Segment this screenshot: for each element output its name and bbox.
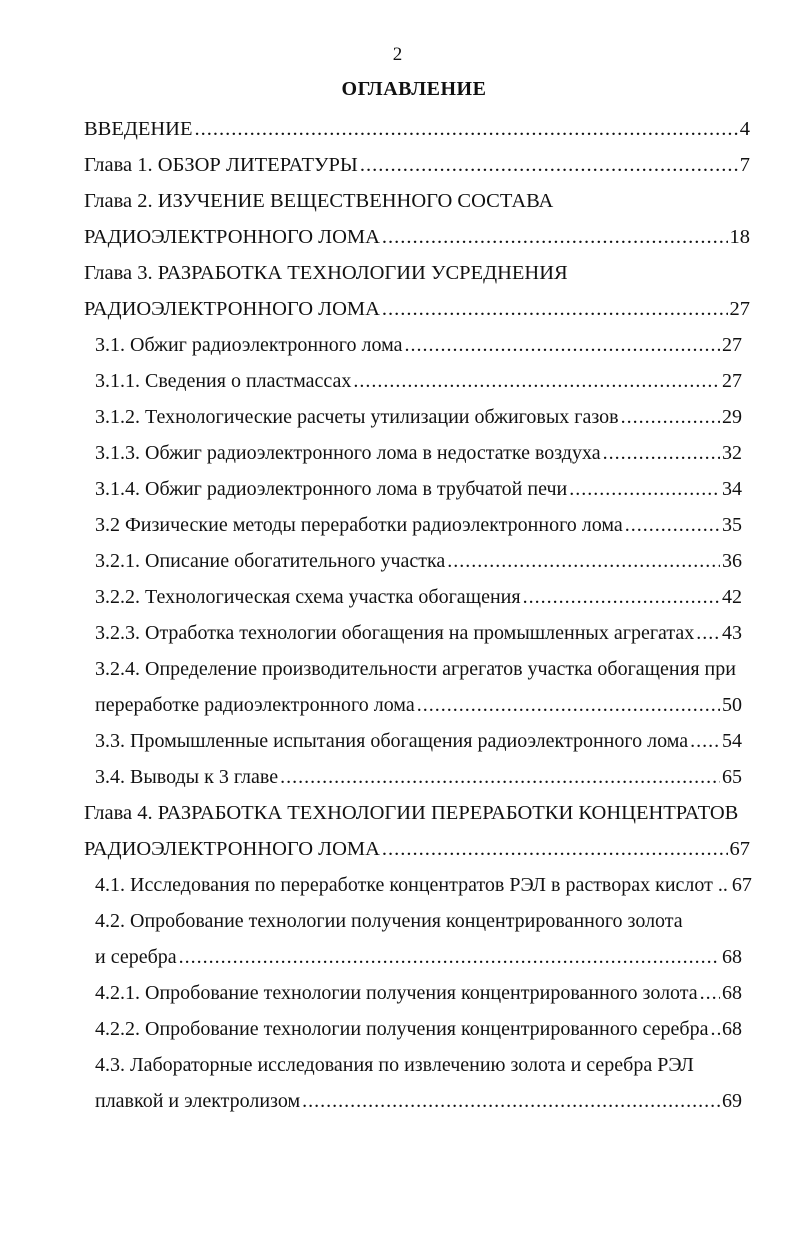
toc-entry-label: 3.1.1. Сведения о пластмассах	[95, 370, 352, 392]
toc-entry-page: 7	[739, 154, 750, 176]
toc-entry-label: 4.1. Исследования по переработке концентратов РЭЛ в растворах кислот ..	[95, 874, 728, 896]
toc-entry-page: 68	[722, 946, 742, 968]
toc-entry-page: 34	[722, 478, 742, 500]
toc-entry-label: 3.3. Промышленные испытания обогащения радиоэлектронного лома	[95, 730, 689, 752]
toc-entry-page: 36	[722, 550, 742, 572]
toc-entry-label: 3.1.3. Обжиг радиоэлектронного лома в недостатке воздуха	[95, 442, 601, 464]
toc-entry-label: 3.2.2. Технологическая схема участка обогащения	[95, 586, 521, 608]
toc-entry-4-3-cont	[95, 1084, 742, 1118]
toc-entry-label: 4.2.2. Опробование технологии получения концентрированного серебра	[95, 1018, 709, 1040]
toc-entry-label: 3.2.1. Описание обогатительного участка	[95, 550, 446, 572]
toc-entry-label: РАДИОЭЛЕКТРОННОГО ЛОМА	[84, 838, 380, 860]
toc-entry-4-2-2	[95, 1012, 742, 1046]
toc-entry-label: 3.1. Обжиг радиоэлектронного лома	[95, 334, 403, 356]
dot-leader	[417, 688, 720, 722]
toc-entry-4-1	[95, 868, 752, 902]
dot-leader	[404, 328, 720, 362]
toc-entry-label: 3.2.3. Отработка технологии обогащения на промышленных агрегатах	[95, 622, 695, 644]
toc-entry-label: Глава 2. ИЗУЧЕНИЕ ВЕЩЕСТВЕННОГО СОСТАВА	[84, 190, 554, 212]
page-title: ОГЛАВЛЕНИЕ	[341, 78, 487, 100]
toc-entry-page: 29	[722, 406, 742, 428]
toc-entry-page: 65	[722, 766, 742, 788]
toc-entry-3-1-1	[95, 364, 742, 398]
toc-entry-label: ВВЕДЕНИЕ	[84, 118, 193, 140]
toc-entry-3-2-3	[95, 616, 742, 650]
toc-entry-3-1	[95, 328, 742, 362]
toc-entry-label: РАДИОЭЛЕКТРОННОГО ЛОМА	[84, 226, 380, 248]
toc-entry-4-2-1	[95, 976, 742, 1010]
toc-entry-chapter-1	[84, 148, 750, 182]
toc-entry-label: и серебра	[95, 946, 177, 968]
toc-entry-label: 3.4. Выводы к 3 главе	[95, 766, 279, 788]
toc-entry-label: Глава 1. ОБЗОР ЛИТЕРАТУРЫ	[84, 154, 358, 176]
dot-leader	[360, 148, 738, 182]
toc-entry-label: 3.2 Физические методы переработки радиоэлектронного лома	[95, 514, 623, 536]
dot-leader	[382, 292, 728, 326]
dot-leader	[179, 940, 720, 974]
toc-entry-label: Глава 4. РАЗРАБОТКА ТЕХНОЛОГИИ ПЕРЕРАБОТКИ КОНЦЕНТРАТОВ	[84, 802, 739, 824]
dot-leader	[382, 220, 728, 254]
toc-entry-label: переработке радиоэлектронного лома	[95, 694, 415, 716]
toc-entry-page: 27	[729, 298, 750, 320]
toc-entry-page: 35	[722, 514, 742, 536]
toc-entry-4-3	[95, 1048, 742, 1082]
toc-entry-page: 67	[729, 838, 750, 860]
toc-entry-3-3	[95, 724, 742, 758]
toc-entry-chapter-4	[84, 796, 750, 830]
toc-entry-page: 54	[722, 730, 742, 752]
toc-entry-3-2-1	[95, 544, 742, 578]
toc-entry-3-2-4-cont	[95, 688, 742, 722]
toc-entry-label: Глава 3. РАЗРАБОТКА ТЕХНОЛОГИИ УСРЕДНЕНИЯ	[84, 262, 568, 284]
dot-leader	[621, 400, 720, 434]
toc-entry-label: 3.2.4. Определение производительности агрегатов участка обогащения при	[95, 658, 736, 680]
toc-entry-page: 27	[722, 334, 742, 356]
toc-entry-3-1-2	[95, 400, 742, 434]
toc-entry-label: РАДИОЭЛЕКТРОННОГО ЛОМА	[84, 298, 380, 320]
toc-entry-4-2-cont	[95, 940, 742, 974]
toc-entry-label: 4.2.1. Опробование технологии получения концентрированного золота	[95, 982, 698, 1004]
toc-entry-introduction	[84, 112, 750, 146]
dot-leader	[700, 976, 720, 1010]
toc-entry-page: 27	[722, 370, 742, 392]
toc-entry-label: 3.1.4. Обжиг радиоэлектронного лома в трубчатой печи	[95, 478, 568, 500]
dot-leader	[603, 436, 720, 470]
dot-leader	[690, 724, 720, 758]
dot-leader	[569, 472, 720, 506]
toc-entry-page: 69	[722, 1090, 742, 1112]
dot-leader	[302, 1084, 720, 1118]
toc-entry-page: 32	[722, 442, 742, 464]
dot-leader	[696, 616, 720, 650]
toc-entry-chapter-3	[84, 256, 750, 290]
toc-entry-label: 3.1.2. Технологические расчеты утилизации обжиговых газов	[95, 406, 619, 428]
toc-entry-3-4	[95, 760, 742, 794]
toc-entry-page: 68	[722, 1018, 742, 1040]
toc-entry-chapter-4-cont	[84, 832, 750, 866]
dot-leader	[447, 544, 720, 578]
dot-leader	[710, 1012, 720, 1046]
dot-leader	[625, 508, 720, 542]
toc-entry-page: 43	[722, 622, 742, 644]
page-number: 2	[392, 44, 403, 65]
toc-entry-page: 4	[739, 118, 750, 140]
toc-entry-page: 42	[722, 586, 742, 608]
toc-entry-page: 18	[729, 226, 750, 248]
toc-entry-label: 4.2. Опробование технологии получения концентрированного золота	[95, 910, 683, 932]
dot-leader	[353, 364, 720, 398]
dot-leader	[382, 832, 728, 866]
toc-entry-chapter-2-cont	[84, 220, 750, 254]
toc-entry-page: 67	[731, 874, 752, 896]
toc-entry-page: 50	[722, 694, 742, 716]
dot-leader	[195, 112, 738, 146]
toc-entry-3-1-4	[95, 472, 742, 506]
toc-entry-page: 68	[722, 982, 742, 1004]
toc-entry-3-2	[95, 508, 742, 542]
toc-entry-label: 4.3. Лабораторные исследования по извлечению золота и серебра РЭЛ	[95, 1054, 694, 1076]
toc-entry-chapter-3-cont	[84, 292, 750, 326]
toc-entry-label: плавкой и электролизом	[95, 1090, 301, 1112]
dot-leader	[280, 760, 720, 794]
toc-entry-chapter-2	[84, 184, 750, 218]
toc-entry-3-1-3	[95, 436, 742, 470]
dot-leader	[523, 580, 720, 614]
toc-entry-4-2	[95, 904, 742, 938]
toc-entry-3-2-4	[95, 652, 742, 686]
toc-entry-3-2-2	[95, 580, 742, 614]
